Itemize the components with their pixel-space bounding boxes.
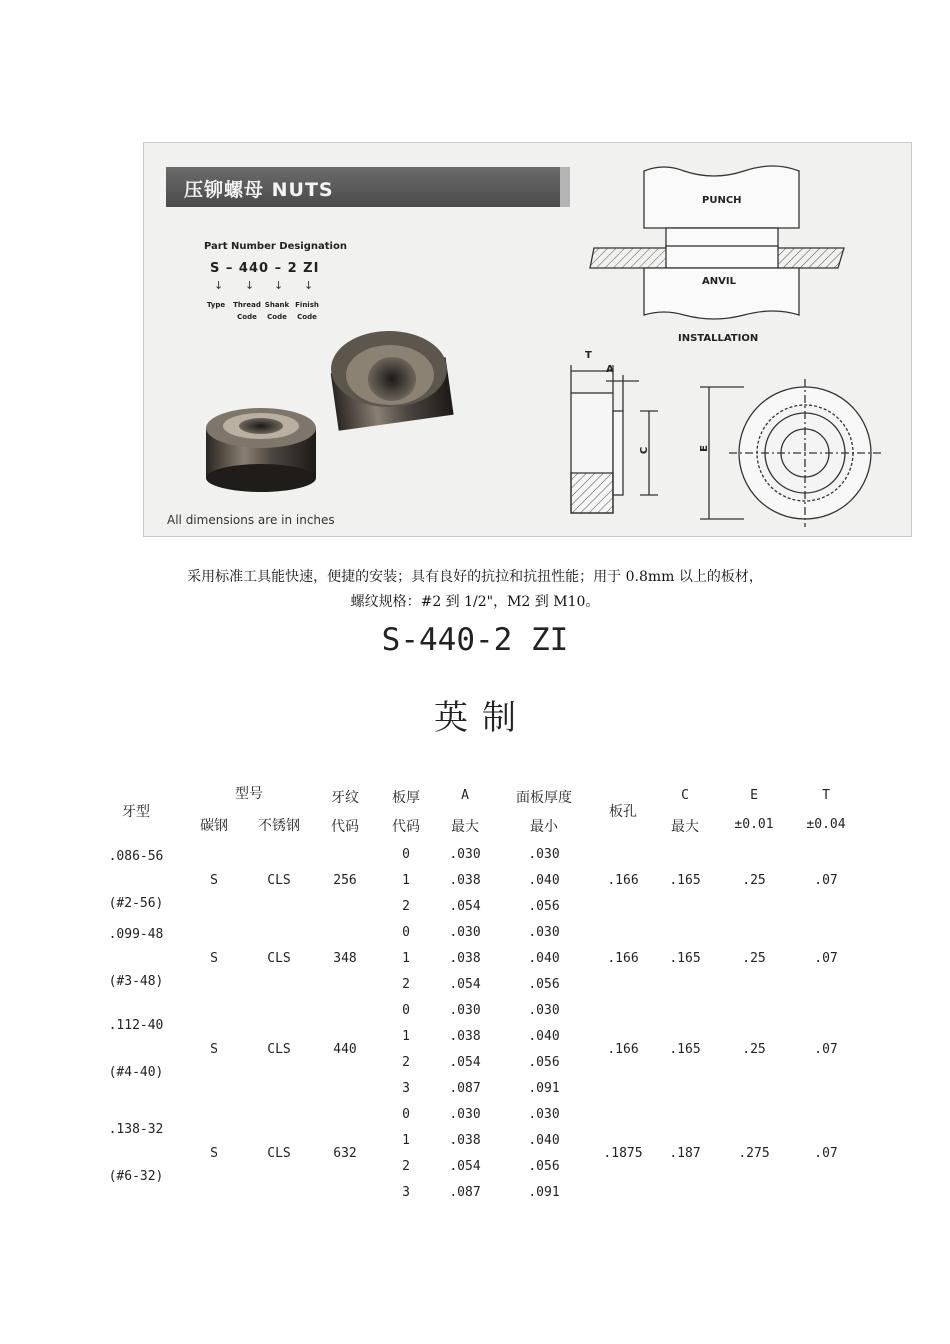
thread-size-alt: (#2-56) <box>108 896 164 911</box>
header-e-tolerance: ±0.01 <box>734 817 774 832</box>
t-dimension-label: T <box>585 350 592 361</box>
header-sheet-code: 板厚 <box>392 790 420 806</box>
header-thread-type: 牙型 <box>122 804 150 820</box>
header-panel-min: 最小 <box>530 819 558 835</box>
thread-size-alt: (#3-48) <box>108 974 164 989</box>
catalog-image <box>143 142 912 537</box>
hole-size: .166 <box>607 1042 639 1057</box>
thread-size: .099-48 <box>108 927 164 942</box>
panel-min: .040 <box>528 1133 560 1148</box>
a-max: .087 <box>449 1185 481 1200</box>
sheet-code: 2 <box>402 899 410 914</box>
a-max: .030 <box>449 847 481 862</box>
header-t: T <box>822 788 830 803</box>
a-max: .054 <box>449 899 481 914</box>
c-max: .165 <box>669 1042 701 1057</box>
sheet-code: 0 <box>402 925 410 940</box>
nut-photos <box>144 143 912 537</box>
panel-min: .056 <box>528 1159 560 1174</box>
designation-type: Type <box>206 301 226 309</box>
dimensions-note: All dimensions are in inches <box>167 513 335 527</box>
designation-thread-code: Thread Code <box>233 301 261 321</box>
e-value: .25 <box>742 873 766 888</box>
panel-min: .030 <box>528 925 560 940</box>
carbon-type: S <box>210 951 218 966</box>
a-max: .054 <box>449 977 481 992</box>
c-max: .165 <box>669 873 701 888</box>
header-a: A <box>461 788 469 803</box>
thread-size: .086-56 <box>108 849 164 864</box>
panel-min: .040 <box>528 873 560 888</box>
t-value: .07 <box>814 873 838 888</box>
nut-photo-right <box>331 331 454 431</box>
punch-label: PUNCH <box>702 195 742 206</box>
carbon-type: S <box>210 873 218 888</box>
stainless-type: CLS <box>267 1042 291 1057</box>
sheet-code: 0 <box>402 847 410 862</box>
unit-heading: 英制 <box>434 698 530 738</box>
sheet-code: 0 <box>402 1107 410 1122</box>
designation-code: S – 440 – 2 ZI <box>210 261 320 276</box>
thread-code: 256 <box>333 873 357 888</box>
panel-min: .040 <box>528 1029 560 1044</box>
a-max: .087 <box>449 1081 481 1096</box>
stainless-type: CLS <box>267 1146 291 1161</box>
designation-shank-code: Shank Code <box>264 301 290 321</box>
description-line-1: 采用标准工具能快速，便捷的安装；具有良好的抗拉和抗扭性能；用于 0.8mm 以上的板材， <box>187 569 763 585</box>
a-max: .030 <box>449 1003 481 1018</box>
hole-size: .166 <box>607 873 639 888</box>
a-max: .054 <box>449 1055 481 1070</box>
thread-code: 632 <box>333 1146 357 1161</box>
header-c-max: 最大 <box>671 819 699 835</box>
installation-label: INSTALLATION <box>678 333 759 344</box>
sheet-code: 2 <box>402 1159 410 1174</box>
description-line-2: 螺纹规格：#2 到 1/2"，M2 到 M10。 <box>350 594 600 610</box>
thread-size-alt: (#4-40) <box>108 1065 164 1080</box>
a-max: .038 <box>449 1029 481 1044</box>
header-thread-code-2: 代码 <box>331 819 359 835</box>
carbon-type: S <box>210 1146 218 1161</box>
header-panel-thickness: 面板厚度 <box>516 790 572 806</box>
panel-min: .091 <box>528 1185 560 1200</box>
carbon-type: S <box>210 1042 218 1057</box>
a-dimension-label: A <box>606 364 614 375</box>
hole-size: .1875 <box>603 1146 643 1161</box>
panel-min: .030 <box>528 1003 560 1018</box>
panel-min: .030 <box>528 847 560 862</box>
panel-min: .091 <box>528 1081 560 1096</box>
arrow-down-icon: ↓ <box>245 279 255 292</box>
panel-min: .056 <box>528 1055 560 1070</box>
e-value: .275 <box>738 1146 770 1161</box>
designation-finish-code: Finish Code <box>295 301 319 321</box>
a-max: .038 <box>449 951 481 966</box>
thread-size: .112-40 <box>108 1018 164 1033</box>
panel-min: .040 <box>528 951 560 966</box>
c-max: .187 <box>669 1146 701 1161</box>
a-max: .038 <box>449 1133 481 1148</box>
header-stainless: 不锈钢 <box>258 818 300 834</box>
header-t-tolerance: ±0.04 <box>806 817 846 832</box>
sheet-code: 2 <box>402 977 410 992</box>
e-value: .25 <box>742 1042 766 1057</box>
panel-min: .030 <box>528 1107 560 1122</box>
sheet-code: 0 <box>402 1003 410 1018</box>
arrow-down-icon: ↓ <box>214 279 224 292</box>
a-max: .054 <box>449 1159 481 1174</box>
panel-min: .056 <box>528 977 560 992</box>
sheet-code: 1 <box>402 951 410 966</box>
part-number-title: S-440-2 ZI <box>381 622 569 658</box>
t-value: .07 <box>814 1042 838 1057</box>
sheet-code: 1 <box>402 1029 410 1044</box>
a-max: .038 <box>449 873 481 888</box>
stainless-type: CLS <box>267 873 291 888</box>
sheet-code: 1 <box>402 1133 410 1148</box>
a-max: .030 <box>449 925 481 940</box>
thread-size-alt: (#6-32) <box>108 1169 164 1184</box>
banner-title: 压铆螺母 NUTS <box>184 179 334 201</box>
thread-code: 348 <box>333 951 357 966</box>
stainless-type: CLS <box>267 951 291 966</box>
sheet-code: 1 <box>402 873 410 888</box>
header-e: E <box>750 788 758 803</box>
e-value: .25 <box>742 951 766 966</box>
thread-code: 440 <box>333 1042 357 1057</box>
header-sheet-code-2: 代码 <box>392 819 420 835</box>
header-model: 型号 <box>235 786 263 802</box>
part-number-designation-label: Part Number Designation <box>204 241 347 252</box>
header-a-max: 最大 <box>451 819 479 835</box>
thread-size: .138-32 <box>108 1122 164 1137</box>
header-c: C <box>681 788 689 803</box>
header-thread-code: 牙纹 <box>331 790 359 806</box>
header-carbon-steel: 碳钢 <box>200 818 228 834</box>
c-dimension-label: C <box>639 446 651 455</box>
t-value: .07 <box>814 1146 838 1161</box>
t-value: .07 <box>814 951 838 966</box>
c-max: .165 <box>669 951 701 966</box>
sheet-code: 2 <box>402 1055 410 1070</box>
arrow-down-icon: ↓ <box>304 279 314 292</box>
anvil-label: ANVIL <box>702 276 736 287</box>
sheet-code: 3 <box>402 1185 410 1200</box>
a-max: .030 <box>449 1107 481 1122</box>
panel-min: .056 <box>528 899 560 914</box>
hole-size: .166 <box>607 951 639 966</box>
nut-photo-left <box>206 408 316 492</box>
sheet-code: 3 <box>402 1081 410 1096</box>
installation-diagram <box>571 166 881 527</box>
header-hole: 板孔 <box>609 804 637 820</box>
arrow-down-icon: ↓ <box>274 279 284 292</box>
e-dimension-label: E <box>698 445 710 452</box>
